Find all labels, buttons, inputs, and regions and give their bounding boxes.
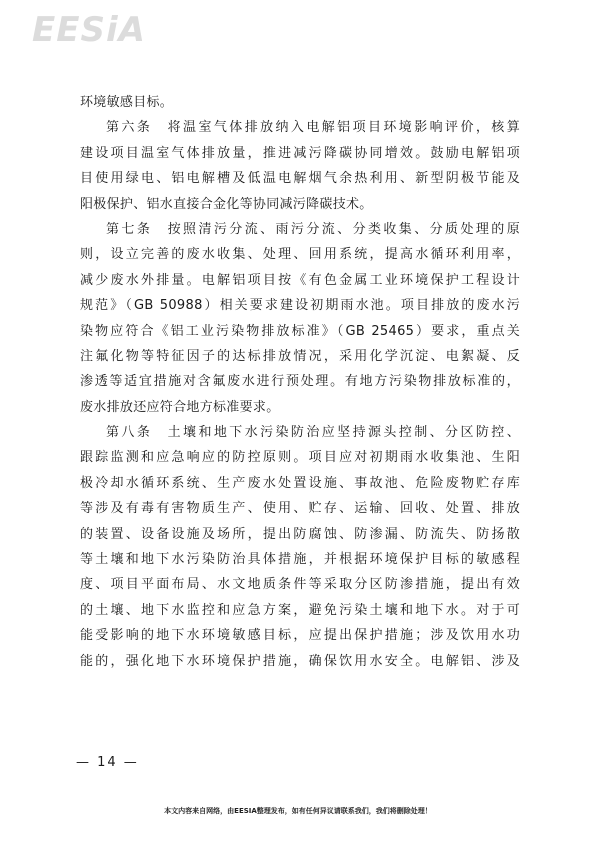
text-line: 能的，强化地下水环境保护措施，确保饮用水安全。电解铝、涉及	[80, 653, 520, 669]
text-line: 废水排放还应符合地方标准要求。	[80, 399, 280, 415]
text-line: 注氟化物等特征因子的达标排放情况，采用化学沉淀、电絮凝、反	[80, 348, 520, 364]
text-line: 染物应符合《铝工业污染物排放标准》（GB 25465）要求，重点关	[80, 323, 520, 339]
text-line: 度、项目平面布局、水文地质条件等采取分区防渗措施，提出有效	[80, 577, 520, 593]
document-body	[80, 90, 520, 674]
text-line: 极冷却水循环系统、生产废水处置设施、事故池、危险废物贮存库	[80, 475, 520, 491]
text-line: 跟踪监测和应急响应的防控原则。项目应对初期雨水收集池、生阳	[80, 450, 520, 466]
text-line: 环境敏感目标。	[80, 95, 174, 110]
page-number: — 14 —	[76, 755, 139, 770]
text-line: 的装置、设备设施及场所，提出防腐蚀、防渗漏、防流失、防扬散	[80, 526, 520, 542]
text-line: 的土壤、地下水监控和应急方案，避免污染土壤和地下水。对于可	[80, 602, 520, 618]
text-line: 第七条 按照清污分流、雨污分流、分类收集、分质处理的原	[106, 221, 520, 237]
text-line: 第六条 将温室气体排放纳入电解铝项目环境影响评价，核算	[106, 120, 520, 136]
text-line: 减少废水外排量。电解铝项目按《有色金属工业环境保护工程设计	[80, 272, 520, 288]
text-line: 能受影响的地下水环境敏感目标，应提出保护措施；涉及饮用水功	[80, 628, 520, 644]
text-line: 阳极保护、铝水直接合金化等协同减污降碳技术。	[80, 196, 373, 212]
text-line: 则，设立完善的废水收集、处理、回用系统，提高水循环利用率，	[80, 247, 520, 263]
eesia-watermark-logo: EESiA	[32, 10, 146, 50]
footer-disclaimer: 本文内容来自网络，由EESIA整理发布，如有任何异议请联系我们，我们将删除处理！	[164, 807, 432, 815]
text-line: 等涉及有毒有害物质生产、使用、贮存、运输、回收、处置、排放	[80, 501, 520, 517]
text-line: 规范》（GB 50988）相关要求建设初期雨水池。项目排放的废水污	[80, 298, 520, 314]
text-line: 建设项目温室气体排放量，推进减污降碳协同增效。鼓励电解铝项	[80, 145, 520, 161]
text-line: 等土壤和地下水污染防治具体措施，并根据环境保护目标的敏感程	[80, 552, 520, 568]
text-line: 渗透等适宜措施对含氟废水进行预处理。有地方污染物排放标准的，	[80, 374, 520, 390]
text-line: 第八条 土壤和地下水污染防治应坚持源头控制、分区防控、	[106, 425, 520, 441]
text-line: 目使用绿电、铝电解槽及低温电解烟气余热利用、新型阴极节能及	[80, 171, 520, 187]
